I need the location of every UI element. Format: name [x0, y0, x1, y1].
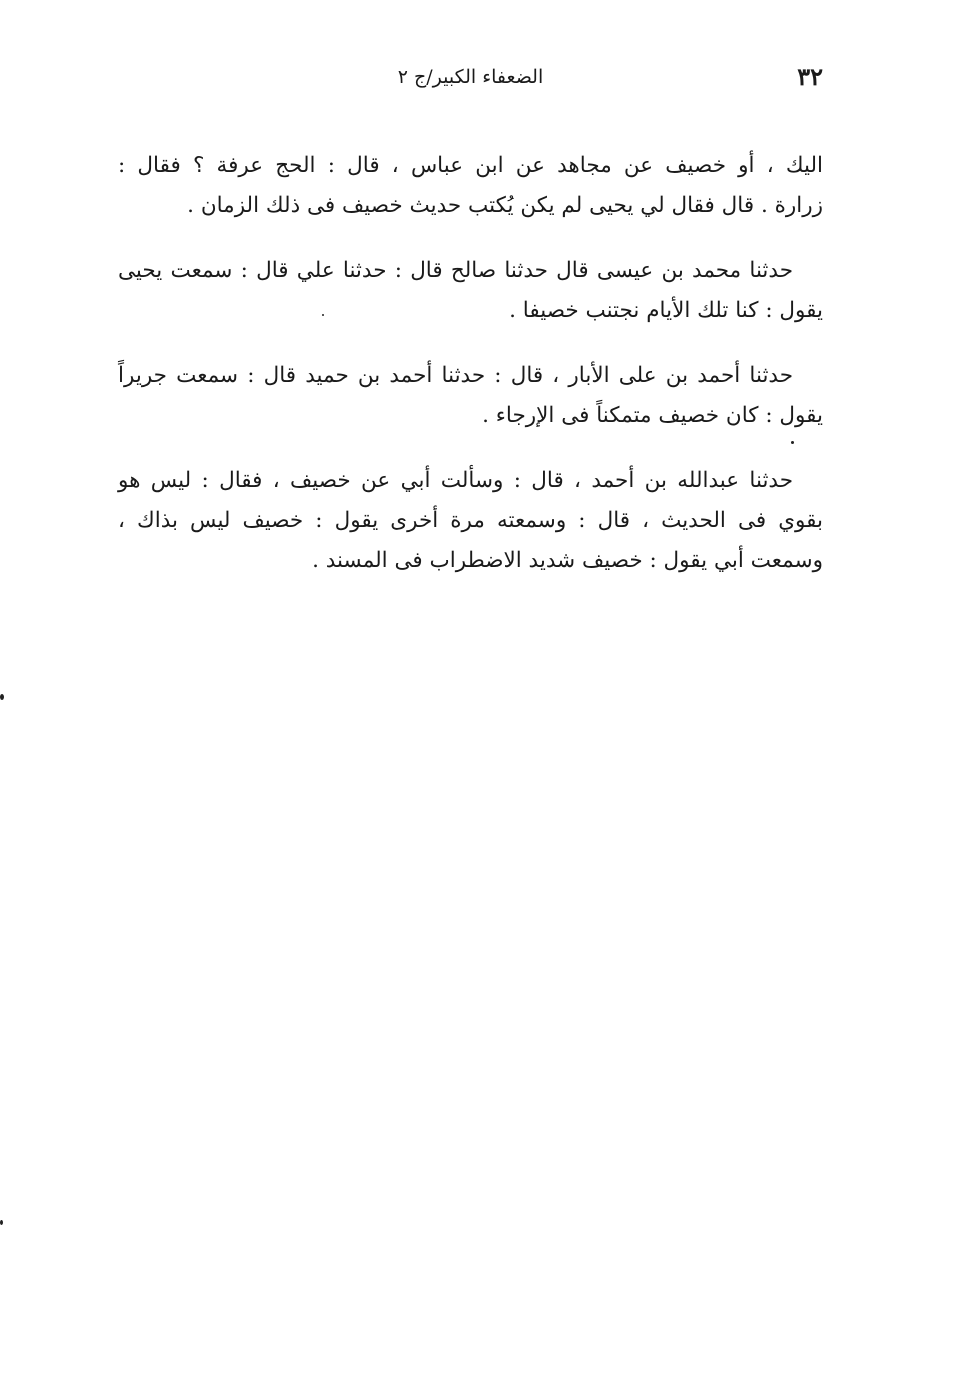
text-line: حدثنا أحمد بن على الأبار ، قال : حدثنا أحمد بن حميد قال : سمعت جريراً: [118, 363, 793, 388]
scan-speck: [322, 314, 324, 316]
paragraph-2: [118, 251, 823, 331]
text-line: يقول : كان خصيف متمكناً فى الإرجاء .: [482, 403, 823, 428]
body-text: [118, 146, 823, 606]
page-number: ٣٢: [797, 62, 823, 91]
text-line: زرارة . قال فقال لي يحيى لم يكن يُكتب حديث خصيف فى ذلك الزمان .: [187, 193, 823, 218]
text-line: حدثنا عبدالله بن أحمد ، قال : وسألت أبي عن خصيف ، فقال : ليس هو: [118, 468, 793, 493]
scan-speck: [791, 441, 794, 444]
text-line: حدثنا محمد بن عيسى قال حدثنا صالح قال : حدثنا علي قال : سمعت يحيى: [118, 258, 793, 283]
page-header: [118, 62, 823, 96]
text-line: اليك ، أو خصيف عن مجاهد عن ابن عباس ، قال : الحج عرفة ؟ فقال :: [118, 153, 823, 178]
paragraph-1: [118, 146, 823, 226]
text-line: وسمعت أبي يقول : خصيف شديد الاضطراب فى المسند .: [312, 548, 823, 573]
scan-speck: [0, 694, 4, 700]
paragraph-4: [118, 461, 823, 581]
scan-speck: [0, 1220, 3, 1225]
running-title: الضعفاء الكبير/ج ٢: [397, 66, 544, 88]
paragraph-3: [118, 356, 823, 436]
text-line: بقوي فى الحديث ، قال : وسمعته مرة أخرى يقول : خصيف ليس بذاك ،: [118, 508, 823, 533]
text-line: يقول : كنا تلك الأيام نجتنب خصيفا .: [509, 298, 823, 323]
